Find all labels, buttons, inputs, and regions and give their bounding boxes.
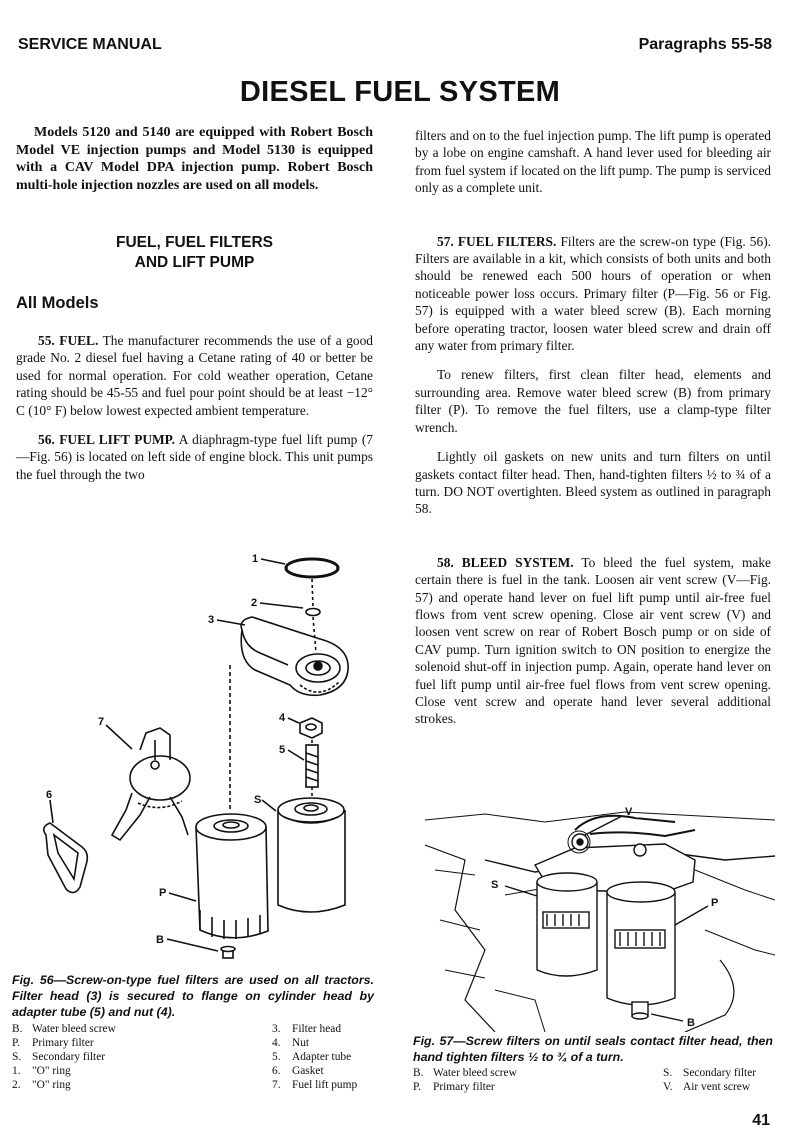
paragraph-56-continued: filters and on to the fuel injection pump. The lift pump is operated by a lobe on engine camshaft. A hand lever used for bleeding air from fuel system if located on the lift pump. The pump is serviced only as a complete unit. [415, 128, 771, 196]
legend-item: V. Air vent screw [663, 1081, 751, 1093]
callout-B: B [687, 1017, 695, 1029]
paragraph-55 [16, 332, 373, 419]
paragraph-58-body: To bleed the fuel system, make certain there is fuel in the tank. Loosen air vent screw (V—Fig. 57) and operate hand lever on fuel lift pump until air-free fuel flows from vent screw opening. Close air vent screw (V) and loosen vent screw on rear of Robert Bosch pump or on side of CAV pump. Turn ignition switch to ON position to energize the solenoid shut-off in injection pump. Again, operate hand lever on fuel lift pump until air-free fuel flows from vent screw opening. Close vent screw and operate hand lever several additional strokes. [415, 554, 771, 727]
fuel-lift-pump [112, 728, 190, 840]
paragraph-57 [415, 233, 771, 355]
paragraph-57-install: Lightly oil gaskets on new units and turn filters on until gaskets contact filter head. Then, hand-tighten filters ½ to ¾ of a turn. DO NOT overtighten. Bleed system as outlined in paragraph 58. [415, 449, 771, 517]
primary-filter [607, 882, 675, 1005]
callout-6: 6 [46, 789, 53, 801]
gasket [44, 823, 88, 893]
callout-3: 3 [208, 614, 215, 626]
paragraph-56 [16, 431, 373, 483]
paragraph-56-title: 56. FUEL LIFT PUMP. [38, 432, 175, 448]
paragraph-58-title: 58. BLEED SYSTEM. [437, 554, 574, 570]
o-ring-2 [306, 609, 320, 616]
secondary-filter [537, 873, 597, 976]
adapter-tube [306, 745, 318, 787]
legend-item: 2. "O" ring [12, 1079, 71, 1091]
legend-item: 4. Nut [272, 1037, 310, 1049]
intro-paragraph: Models 5120 and 5140 are equipped with Robert Bosch Model VE injection pumps and Model 5130 is equipped with a CAV Model DPA injection pump. Robert Bosch multi-hole injection nozzles are used on all models. [16, 125, 373, 193]
fig56-caption: Fig. 56—Screw-on-type fuel filters are used on all tractors. Filter head (3) is secured to flange on cylinder head by adapter tube (5) and nut (4). [12, 973, 374, 1019]
callout-2: 2 [251, 597, 258, 609]
legend-item: 7. Fuel lift pump [272, 1079, 358, 1091]
nut [300, 718, 322, 738]
callout-V: V [625, 806, 633, 818]
page-number: 41 [752, 1112, 770, 1129]
legend-item: P. Primary filter [12, 1037, 94, 1049]
paragraph-57-renew: To renew filters, first clean filter head, elements and surrounding area. Remove water bleed screw (B) from primary filter (P). To remove the fuel filters, use a clamp-type filter wrench. [415, 367, 771, 435]
fig57-legend-left [413, 1066, 517, 1094]
subheading-all-models: All Models [16, 294, 99, 312]
legend-item: S. Secondary filter [12, 1051, 106, 1063]
fig57-legend-right [663, 1066, 756, 1094]
legend-item: 6. Gasket [272, 1065, 324, 1077]
legend-item: 5. Adapter tube [272, 1051, 352, 1063]
section-heading-line1: FUEL, FUEL FILTERS [115, 234, 273, 251]
section-heading-line2: AND LIFT PUMP [134, 254, 255, 271]
fig57-illustration [425, 800, 775, 1032]
legend-item: 3. Filter head [272, 1023, 342, 1035]
running-header-left: SERVICE MANUAL [18, 36, 162, 53]
legend-item: B. Water bleed screw [12, 1023, 116, 1035]
paragraph-55-body: The manufacturer recommends the use of a good grade No. 2 diesel fuel having a Cetane rating of 40 or better be used for normal operation. For cold weather operation, Cetane rating should be 45-55 and fuel pour point should be at least −12° C (10° F) below lowest expected ambient temperature. [16, 333, 373, 418]
paragraph-57-body: Filters are the screw-on type (Fig. 56). Filters are available in a kit, which consists of both units and both should be renewed each 500 hours of operation or when noticeable power loss occurs. Primary filter (P—Fig. 56 or Fig. 57) is equipped with a water bleed screw (B). Each morning before operating tractor, loosen water bleed screw and drain off any water from primary filter. [415, 233, 771, 354]
callout-S: S [254, 794, 262, 806]
section-heading [16, 233, 373, 273]
callout-5: 5 [279, 744, 286, 756]
primary-filter [196, 814, 268, 939]
fig56-legend-right [272, 1022, 357, 1092]
filter-head [241, 617, 348, 695]
callout-7: 7 [98, 716, 105, 728]
page-title: DIESEL FUEL SYSTEM [239, 76, 561, 108]
water-bleed-screw [632, 1002, 648, 1019]
legend-item: 1. "O" ring [12, 1065, 71, 1077]
fig56-legend-left [12, 1022, 116, 1092]
paragraph-57-title: 57. FUEL FILTERS. [437, 233, 557, 249]
paragraph-55-title: 55. FUEL. [38, 333, 99, 348]
fig57-caption: Fig. 57—Screw filters on until seals contact filter head, then hand tighten filters ½ to ¾ of a turn. [413, 1034, 773, 1064]
fig56-illustration [20, 535, 380, 970]
o-ring-1 [286, 559, 338, 577]
callout-P: P [159, 887, 167, 899]
left-column [16, 332, 373, 495]
running-header-right: Paragraphs 55-58 [638, 36, 772, 53]
legend-item: S. Secondary filter [663, 1067, 757, 1079]
legend-item: P. Primary filter [413, 1081, 495, 1093]
paragraph-58 [415, 554, 771, 728]
legend-item: B. Water bleed screw [413, 1067, 517, 1079]
callout-1: 1 [252, 553, 259, 565]
water-bleed-screw [221, 947, 235, 959]
secondary-filter [278, 798, 345, 912]
callout-4: 4 [279, 712, 286, 724]
right-column [415, 127, 771, 740]
paragraph-56-body: A diaphragm-type fuel lift pump (7—Fig. 56) is located on left side of engine block. This unit pumps the fuel through the two [16, 432, 374, 482]
callout-P: P [711, 897, 719, 909]
callout-S: S [491, 879, 499, 891]
callout-B: B [156, 934, 164, 946]
